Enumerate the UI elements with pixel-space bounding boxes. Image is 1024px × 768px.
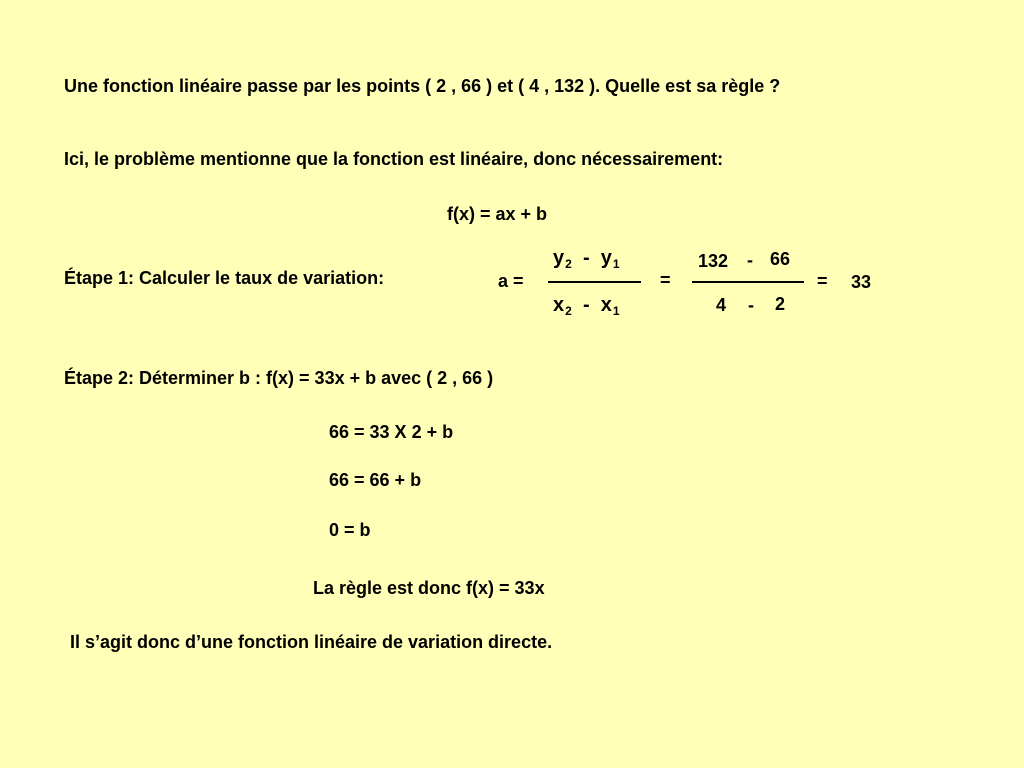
numeric-denominator-minus: - bbox=[748, 295, 754, 315]
numeric-numerator-a: 132 bbox=[698, 251, 729, 271]
numeric-denominator-b: 2 bbox=[775, 294, 786, 314]
symbolic-denominator: $x_2 - x_1$ bbox=[553, 294, 620, 318]
numeric-numerator-b: 66 bbox=[770, 249, 791, 269]
step2-line-2: 66 = 66 + b bbox=[329, 470, 422, 490]
step2-label: Étape 2: Déterminer b : f(x) = 33x + b avec ( 2 , 66 ) bbox=[64, 368, 494, 388]
equals-1: = bbox=[660, 270, 671, 290]
intro-text: Ici, le problème mentionne que la fonction est linéaire, donc nécessairement: bbox=[64, 149, 724, 169]
numeric-denominator-a: 4 bbox=[716, 295, 727, 315]
problem-statement: Une fonction linéaire passe par les points ( 2 , 66 ) et ( 4 , 132 ). Quelle est sa règle ? bbox=[64, 76, 781, 96]
step1-label: Étape 1: Calculer le taux de variation: bbox=[64, 268, 385, 288]
step2-line-1: 66 = 33 X 2 + b bbox=[329, 422, 454, 442]
equals-2: = bbox=[817, 271, 828, 291]
conclusion: La règle est donc f(x) = 33x bbox=[313, 578, 545, 598]
rate-result: 33 bbox=[851, 272, 872, 292]
general-form: f(x) = ax + b bbox=[447, 204, 548, 224]
step2-line-3: 0 = b bbox=[329, 520, 371, 540]
final-note: Il s’agit donc d’une fonction linéaire de variation directe. bbox=[70, 632, 553, 652]
symbolic-fraction-bar bbox=[548, 281, 641, 283]
numeric-numerator-minus: - bbox=[747, 250, 753, 270]
rate-lhs: a = bbox=[498, 271, 524, 291]
numeric-fraction-bar bbox=[692, 281, 804, 283]
symbolic-numerator: $y_2 - y_1$ bbox=[553, 247, 620, 271]
